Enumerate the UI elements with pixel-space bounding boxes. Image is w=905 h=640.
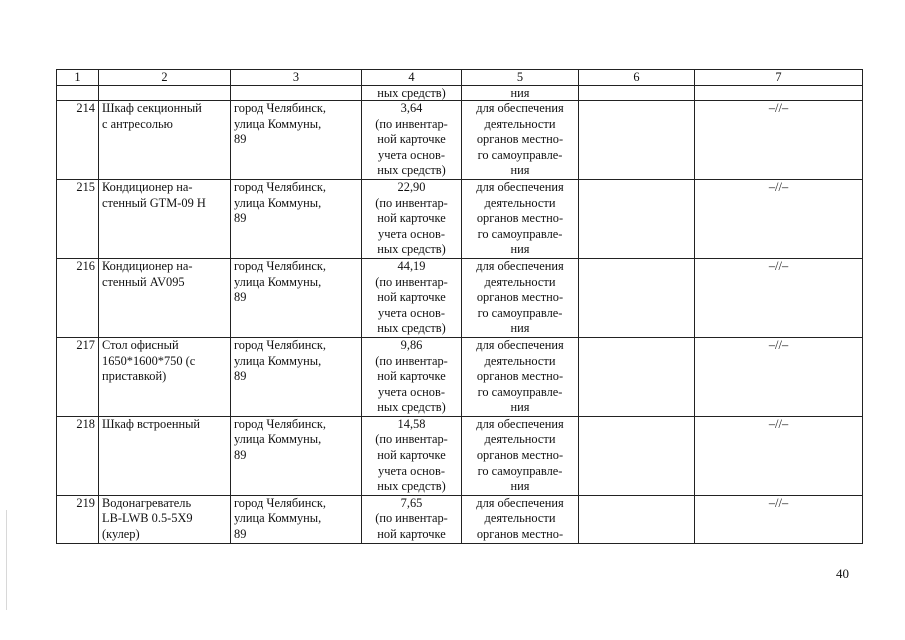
purpose-line: для обеспечения (476, 416, 564, 431)
row-number-cell: 217 (57, 337, 99, 416)
cost-line: (по инвентар- (375, 274, 448, 289)
item-name-cell (99, 101, 231, 180)
purpose-cell (462, 258, 579, 337)
cost-line: 14,58 (397, 416, 426, 431)
address-line: 89 (234, 132, 247, 147)
purpose-line: ния (510, 400, 530, 415)
column-header-5: 5 (462, 70, 579, 86)
address-line: 89 (234, 369, 247, 384)
item-name-cell (99, 179, 231, 258)
item-name-line: Шкаф встроенный (102, 416, 201, 431)
column-header-7: 7 (695, 70, 863, 86)
column-header-3: 3 (231, 70, 362, 86)
scan-artifact-line (6, 510, 7, 610)
purpose-line: для обеспечения (476, 101, 564, 115)
address-line: город Челябинск, (234, 416, 327, 431)
address-cell (231, 179, 362, 258)
address-cell (231, 258, 362, 337)
column-6-cell (579, 495, 695, 543)
continuation-cell-cost: ных средств) (362, 86, 462, 101)
purpose-line: го самоуправле- (477, 147, 563, 162)
continuation-cell-3 (231, 86, 362, 101)
ditto-mark-cell: –//– (695, 179, 863, 258)
continuation-cell-2 (99, 86, 231, 101)
address-line: город Челябинск, (234, 101, 327, 115)
cost-line: ных средств) (377, 321, 446, 336)
cost-line: ных средств) (377, 163, 446, 178)
column-6-cell (579, 337, 695, 416)
cost-line: (по инвентар- (375, 432, 448, 447)
item-name-line: Кондиционер на- (102, 258, 193, 273)
purpose-line: органов местно- (476, 448, 564, 463)
address-line: улица Коммуны, (234, 274, 322, 289)
row-number-cell: 214 (57, 101, 99, 180)
item-name-cell (99, 495, 231, 543)
address-line: улица Коммуны, (234, 432, 322, 447)
address-line: 89 (234, 290, 247, 305)
address-cell (231, 337, 362, 416)
purpose-line: ния (510, 479, 530, 494)
cost-line: (по инвентар- (375, 116, 448, 131)
table-row (57, 258, 863, 337)
column-header-2: 2 (99, 70, 231, 86)
purpose-line: органов местно- (476, 369, 564, 384)
table-header-row (57, 70, 863, 86)
item-name-cell (99, 337, 231, 416)
address-line: город Челябинск, (234, 337, 327, 352)
purpose-line: деятельности (484, 353, 556, 368)
cost-cell (362, 179, 462, 258)
address-line: улица Коммуны, (234, 195, 322, 210)
purpose-line: органов местно- (476, 290, 564, 305)
address-line: 89 (234, 448, 247, 463)
cost-line: ных средств) (377, 242, 446, 257)
address-line: город Челябинск, (234, 495, 327, 510)
purpose-line: ния (510, 163, 530, 178)
cost-line: ной карточке (377, 527, 446, 542)
cost-line: 7,65 (400, 495, 423, 510)
cost-line: учета основ- (378, 305, 445, 320)
cost-line: ной карточке (377, 448, 446, 463)
purpose-line: деятельности (484, 116, 556, 131)
purpose-line: деятельности (484, 511, 556, 526)
cost-cell (362, 258, 462, 337)
address-cell (231, 495, 362, 543)
row-number-cell: 219 (57, 495, 99, 543)
purpose-line: для обеспечения (476, 495, 564, 510)
purpose-cell (462, 179, 579, 258)
column-header-4: 4 (362, 70, 462, 86)
cost-line: 9,86 (400, 337, 423, 352)
item-name-line: с антресолью (102, 116, 173, 131)
address-cell (231, 101, 362, 180)
cost-line: учета основ- (378, 147, 445, 162)
ditto-mark-cell: –//– (695, 101, 863, 180)
item-name-cell (99, 416, 231, 495)
address-cell (231, 416, 362, 495)
address-line: улица Коммуны, (234, 511, 322, 526)
column-6-cell (579, 101, 695, 180)
cost-line: учета основ- (378, 463, 445, 478)
purpose-line: для обеспечения (476, 258, 564, 273)
item-name-line: стенный AV095 (102, 274, 185, 289)
cost-line: учета основ- (378, 226, 445, 241)
item-name-line: 1650*1600*750 (с (102, 353, 196, 368)
cost-line: ных средств) (377, 479, 446, 494)
cost-line: (по инвентар- (375, 353, 448, 368)
purpose-cell (462, 101, 579, 180)
cost-line: ной карточке (377, 132, 446, 147)
purpose-line: го самоуправле- (477, 463, 563, 478)
ditto-mark-cell: –//– (695, 258, 863, 337)
item-name-line: Водонагреватель (102, 495, 192, 510)
row-number-cell: 215 (57, 179, 99, 258)
cost-line: ной карточке (377, 369, 446, 384)
item-name-line: Шкаф секционный (102, 101, 202, 115)
continuation-cell-purpose: ния (462, 86, 579, 101)
cost-line: 3,64 (400, 101, 423, 115)
property-table (56, 69, 863, 544)
purpose-line: ния (510, 242, 530, 257)
cost-line: (по инвентар- (375, 511, 448, 526)
page-number: 40 (836, 566, 849, 581)
column-6-cell (579, 416, 695, 495)
purpose-line: для обеспечения (476, 179, 564, 194)
item-name-cell (99, 258, 231, 337)
ditto-mark-cell: –//– (695, 416, 863, 495)
row-number-cell: 218 (57, 416, 99, 495)
purpose-cell (462, 337, 579, 416)
continuation-cell-1 (57, 86, 99, 101)
table-row (57, 416, 863, 495)
purpose-line: органов местно- (476, 211, 564, 226)
column-header-1: 1 (57, 70, 99, 86)
purpose-line: деятельности (484, 432, 556, 447)
cost-line: учета основ- (378, 384, 445, 399)
address-line: город Челябинск, (234, 179, 327, 194)
cost-cell (362, 337, 462, 416)
item-name-line: (кулер) (102, 527, 140, 542)
purpose-line: деятельности (484, 274, 556, 289)
cost-cell (362, 416, 462, 495)
purpose-line: для обеспечения (476, 337, 564, 352)
column-header-6: 6 (579, 70, 695, 86)
address-line: улица Коммуны, (234, 116, 322, 131)
purpose-cell (462, 495, 579, 543)
address-line: улица Коммуны, (234, 353, 322, 368)
cost-line: (по инвентар- (375, 195, 448, 210)
column-6-cell (579, 179, 695, 258)
address-line: 89 (234, 211, 247, 226)
address-line: город Челябинск, (234, 258, 327, 273)
ditto-mark-cell: –//– (695, 337, 863, 416)
table-row (57, 101, 863, 180)
continuation-cell-7 (695, 86, 863, 101)
purpose-line: органов местно- (476, 132, 564, 147)
cost-line: ных средств) (377, 400, 446, 415)
ditto-mark-cell: –//– (695, 495, 863, 543)
purpose-line: го самоуправле- (477, 384, 563, 399)
table-row (57, 337, 863, 416)
row-number-cell: 216 (57, 258, 99, 337)
table-row (57, 179, 863, 258)
item-name-line: Стол офисный (102, 337, 179, 352)
purpose-line: го самоуправле- (477, 305, 563, 320)
cost-line: 22,90 (397, 179, 426, 194)
purpose-line: го самоуправле- (477, 226, 563, 241)
purpose-cell (462, 416, 579, 495)
continuation-row (57, 86, 863, 101)
cost-line: ной карточке (377, 290, 446, 305)
cost-cell (362, 101, 462, 180)
continuation-cell-6 (579, 86, 695, 101)
purpose-line: ния (510, 321, 530, 336)
cost-cell (362, 495, 462, 543)
cost-line: ной карточке (377, 211, 446, 226)
item-name-line: приставкой) (102, 369, 167, 384)
address-line: 89 (234, 527, 247, 542)
cost-line: 44,19 (397, 258, 426, 273)
table-row (57, 495, 863, 543)
item-name-line: Кондиционер на- (102, 179, 193, 194)
item-name-line: LB-LWB 0.5-5X9 (102, 511, 193, 526)
column-6-cell (579, 258, 695, 337)
purpose-line: деятельности (484, 195, 556, 210)
item-name-line: стенный GTM-09 H (102, 195, 206, 210)
purpose-line: органов местно- (476, 527, 564, 542)
